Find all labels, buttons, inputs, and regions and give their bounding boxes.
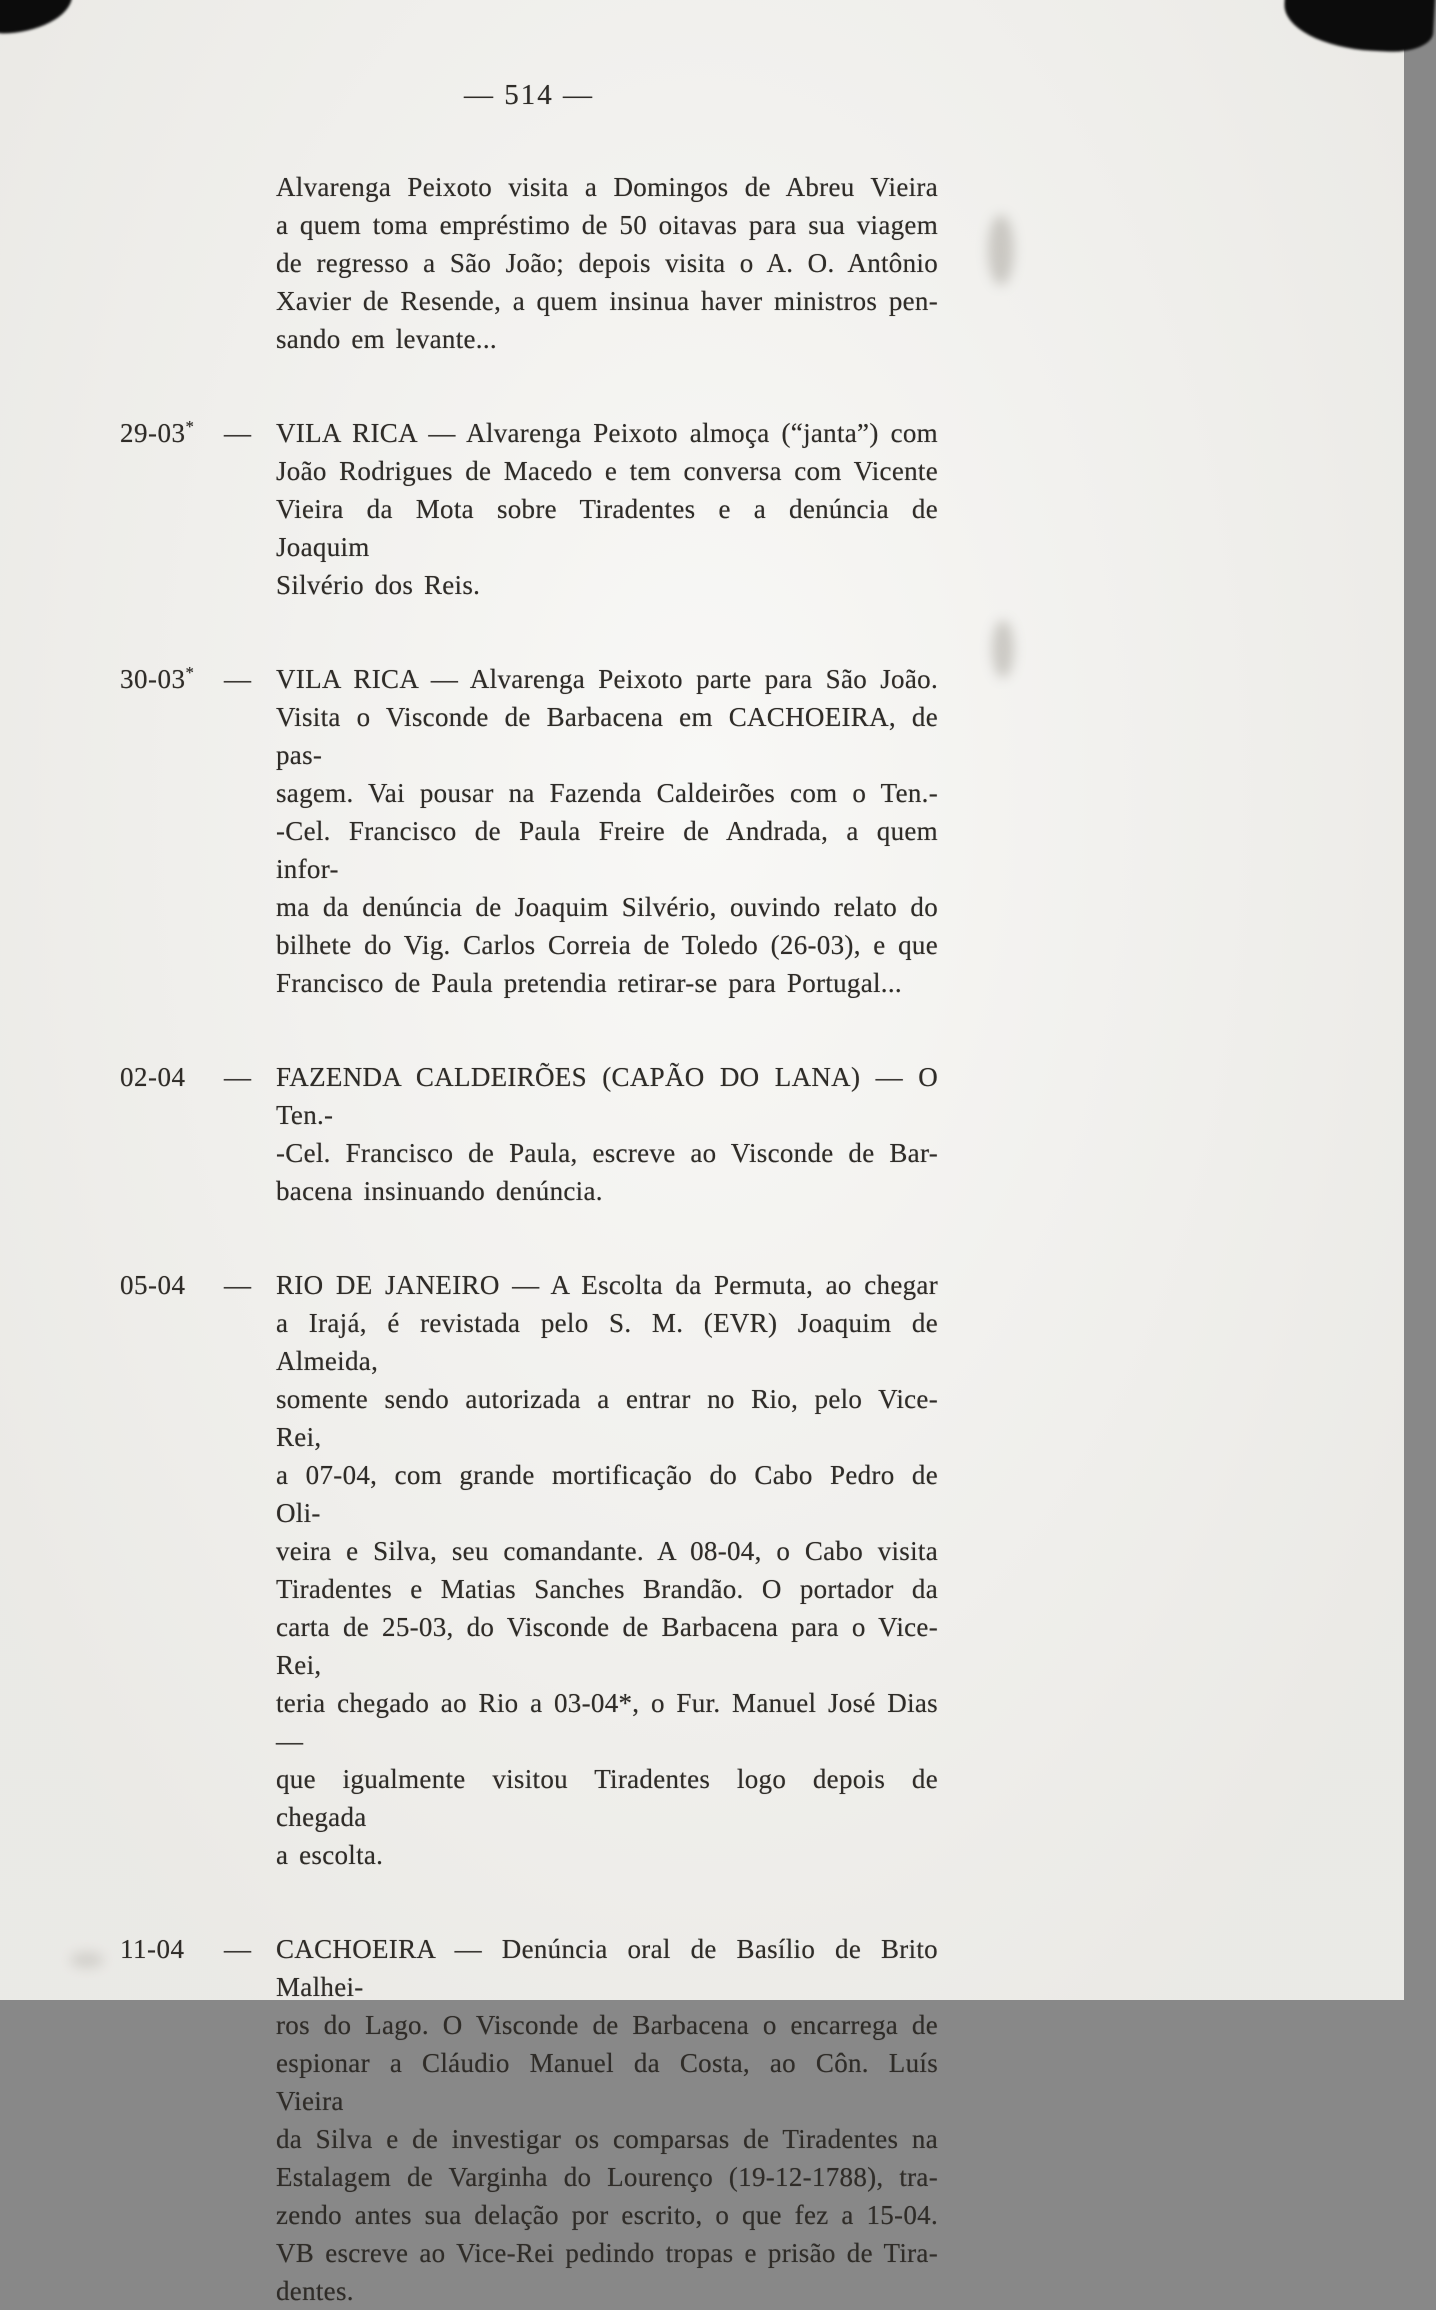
text-line: Estalagem de Varginha do Lourenço (19-12-1788), tra- <box>276 2162 938 2192</box>
entry-dash: — <box>224 1062 251 1092</box>
entry-dash: — <box>224 1270 251 1300</box>
chronology-entry <box>120 414 938 604</box>
entry-text <box>276 660 938 1002</box>
entry-date: 05-04 <box>120 1270 186 1300</box>
text-line: de regresso a São João; depois visita o A. O. Antônio <box>276 248 938 278</box>
page-number: — 514 — <box>464 79 594 111</box>
scan-artifact-top-right <box>1282 0 1435 54</box>
chronology-entry <box>120 1058 938 1210</box>
text-line: Vieira da Mota sobre Tiradentes e a denúncia de Joaquim <box>276 494 938 562</box>
date-asterisk: * <box>185 663 195 682</box>
entry-date: 30-03* <box>120 663 195 694</box>
chronology-entry <box>120 168 938 358</box>
text-line: que igualmente visitou Tiradentes logo depois de chegada <box>276 1764 938 1832</box>
text-line: VILA RICA — Alvarenga Peixoto parte para São João. <box>276 664 938 694</box>
entry-text <box>276 1058 938 1210</box>
text-line: FAZENDA CALDEIRÕES (CAPÃO DO LANA) — O Ten.- <box>276 1062 938 1130</box>
text-line: a escolta. <box>276 1840 384 1870</box>
text-line: a quem toma empréstimo de 50 oitavas para sua viagem <box>276 210 938 240</box>
text-line: sando em levante... <box>276 324 497 354</box>
text-line: da Silva e de investigar os comparsas de Tiradentes na <box>276 2124 938 2154</box>
text-line: João Rodrigues de Macedo e tem conversa com Vicente <box>276 456 938 486</box>
text-line: VILA RICA — Alvarenga Peixoto almoça (“janta”) com <box>276 418 938 448</box>
entry-text <box>276 1266 938 1874</box>
scan-smudge <box>992 620 1014 678</box>
text-line: sagem. Vai pousar na Fazenda Caldeirões com o Ten.- <box>276 778 938 808</box>
text-line: zendo antes sua delação por escrito, o que fez a 15-04. <box>276 2200 938 2230</box>
chronology-entry <box>120 660 938 1002</box>
text-line: teria chegado ao Rio a 03-04*, o Fur. Manuel José Dias — <box>276 1688 938 1756</box>
date-asterisk: * <box>185 417 195 436</box>
chronology-entries <box>120 168 938 2310</box>
text-line: veira e Silva, seu comandante. A 08-04, o Cabo visita <box>276 1536 938 1566</box>
entry-text <box>276 168 938 358</box>
text-line: bacena insinuando denúncia. <box>276 1176 603 1206</box>
text-line: a 07-04, com grande mortificação do Cabo Pedro de Oli- <box>276 1460 938 1528</box>
text-line: Francisco de Paula pretendia retirar-se para Portugal... <box>276 968 902 998</box>
scan-smudge <box>988 215 1014 285</box>
scan-smudge <box>70 1952 104 1968</box>
text-line: VB escreve ao Vice-Rei pedindo tropas e prisão de Tira- <box>276 2238 938 2268</box>
text-line: CACHOEIRA — Denúncia oral de Basílio de Brito Malhei- <box>276 1934 938 2002</box>
text-line: Alvarenga Peixoto visita a Domingos de Abreu Vieira <box>276 172 938 202</box>
entry-date: 02-04 <box>120 1062 186 1092</box>
text-line: ma da denúncia de Joaquim Silvério, ouvindo relato do <box>276 892 938 922</box>
chronology-entry <box>120 1930 938 2310</box>
page-content <box>120 76 938 2310</box>
chronology-entry <box>120 1266 938 1874</box>
text-line: -Cel. Francisco de Paula, escreve ao Visconde de Bar- <box>276 1138 938 1168</box>
scan-artifact-top-left <box>0 0 75 35</box>
entry-date: 29-03* <box>120 417 195 448</box>
entry-dash: — <box>224 664 251 694</box>
text-line: Tiradentes e Matias Sanches Brandão. O portador da <box>276 1574 938 1604</box>
text-line: espionar a Cláudio Manuel da Costa, ao Côn. Luís Vieira <box>276 2048 938 2116</box>
text-line: carta de 25-03, do Visconde de Barbacena para o Vice-Rei, <box>276 1612 938 1680</box>
text-line: somente sendo autorizada a entrar no Rio, pelo Vice-Rei, <box>276 1384 938 1452</box>
text-line: Visita o Visconde de Barbacena em CACHOEIRA, de pas- <box>276 702 938 770</box>
text-line: Xavier de Resende, a quem insinua haver ministros pen- <box>276 286 938 316</box>
entry-text <box>276 1930 938 2310</box>
entry-text <box>276 414 938 604</box>
entry-date: 11-04 <box>120 1934 185 1964</box>
text-line: dentes. <box>276 2276 354 2306</box>
text-line: a Irajá, é revistada pelo S. M. (EVR) Joaquim de Almeida, <box>276 1308 938 1376</box>
text-line: bilhete do Vig. Carlos Correia de Toledo (26-03), e que <box>276 930 938 960</box>
text-line: ros do Lago. O Visconde de Barbacena o encarrega de <box>276 2010 938 2040</box>
text-line: Silvério dos Reis. <box>276 570 481 600</box>
text-line: RIO DE JANEIRO — A Escolta da Permuta, ao chegar <box>276 1270 938 1300</box>
entry-dash: — <box>224 1934 251 1964</box>
text-line: -Cel. Francisco de Paula Freire de Andrada, a quem infor- <box>276 816 938 884</box>
entry-dash: — <box>224 418 251 448</box>
